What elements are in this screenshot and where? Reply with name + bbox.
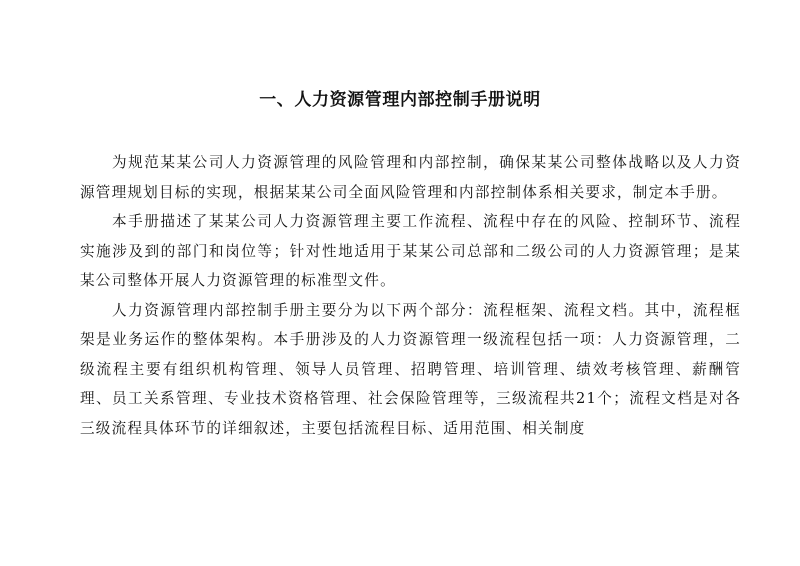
paragraph-purpose: 为规范某某公司人力资源管理的风险管理和内部控制，确保某某公司整体战略以及人力资源管理规划目标的实现，根据某某公司全面风险管理和内部控制体系相关要求，制定本手册。 xyxy=(80,154,741,201)
document-title: 一、人力资源管理内部控制手册说明 xyxy=(259,90,541,110)
paragraph-scope: 本手册描述了某某公司人力资源管理主要工作流程、流程中存在的风险、控制环节、流程实施涉及到的部门和岗位等；针对性地适用于某某公司总部和二级公司的人力资源管理；是某某公司整体开展人力资源管理的标准型文件。 xyxy=(80,213,741,289)
document-body xyxy=(80,148,741,443)
paragraph-structure: 人力资源管理内部控制手册主要分为以下两个部分：流程框架、流程文档。其中，流程框架是业务运作的整体架构。本手册涉及的人力资源管理一级流程包括一项：人力资源管理，二级流程主要有组织机构管理、领导人员管理、招聘管理、培训管理、绩效考核管理、薪酬管理、员工关系管理、专业技术资格管理、社会保险管理等，三级流程共21个；流程文档是对各三级流程具体环节的详细叙述，主要包括流程目标、适用范围、相关制度 xyxy=(80,301,741,437)
